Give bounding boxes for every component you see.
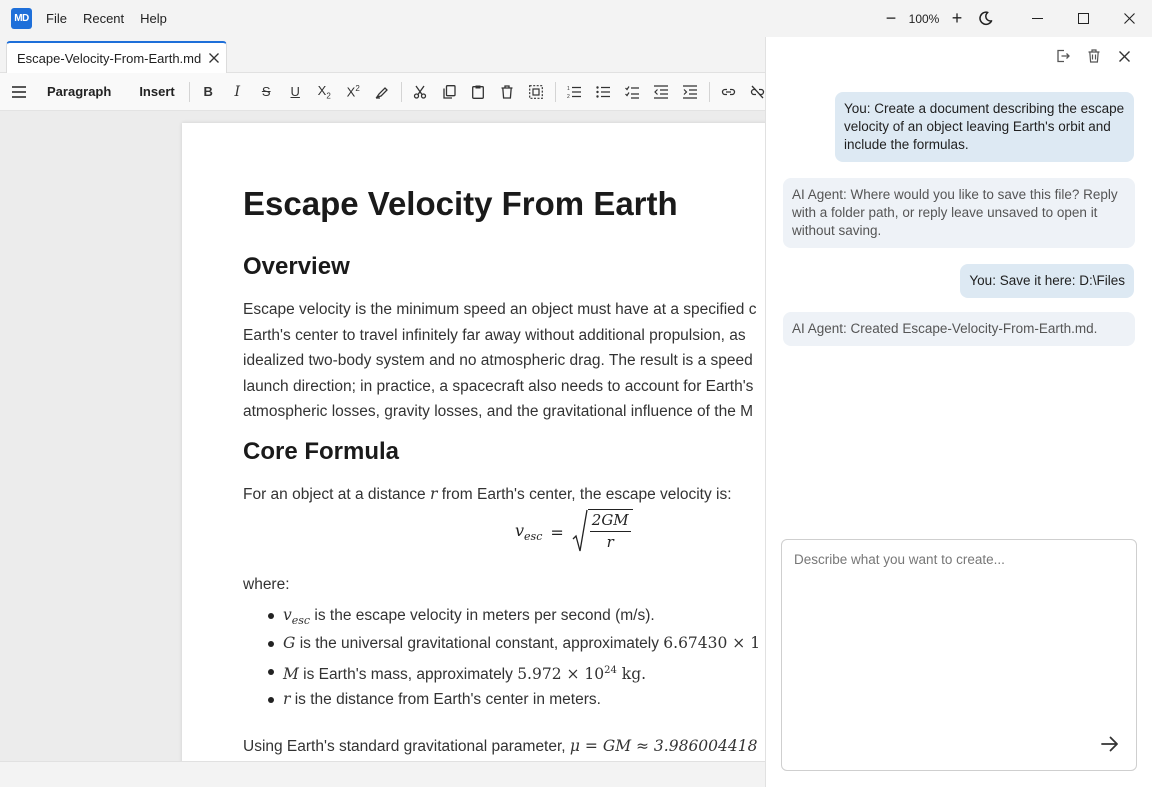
document-title: Escape Velocity From Earth: [243, 185, 678, 222]
checklist-icon: [625, 85, 639, 99]
indent-icon: [683, 85, 697, 99]
clear-chat-button[interactable]: [1078, 42, 1109, 70]
toolbar-menu-button[interactable]: [4, 78, 33, 106]
gravitational-parameter-line: Using Earth's standard gravitational parameter, μ = GM ≈ 3.986004418: [243, 737, 758, 755]
strikethrough-button[interactable]: [252, 78, 281, 106]
paragraph-line: Earth's center to travel infinitely far away without additional propulsion, as: [243, 327, 746, 344]
formula-denominator: r: [606, 533, 614, 551]
core-intro-post: from Earth's center, the escape velocity is:: [437, 486, 732, 503]
list-item: r is the distance from Earth's center in meters.: [243, 685, 760, 713]
tab-document[interactable]: [6, 41, 227, 73]
paragraph-line: atmospheric losses, gravity losses, and the gravitational influence of the M: [243, 403, 754, 420]
highlight-button[interactable]: [368, 78, 397, 106]
indent-button[interactable]: [676, 78, 705, 106]
tab-bar: [0, 37, 765, 73]
title-controls: [880, 0, 1152, 37]
close-icon: [1124, 13, 1135, 24]
subscript-icon: $X_2$: [317, 82, 331, 101]
menu-recent[interactable]: Recent: [82, 11, 125, 26]
bullet-list-icon: [596, 85, 610, 99]
formula-equals: =: [550, 522, 564, 542]
core-intro-pre: For an object at a distance: [243, 486, 430, 503]
formula-fraction: [588, 509, 633, 551]
bold-icon: B: [203, 84, 213, 99]
list-item: $v_{esc}$ is the escape velocity in meters per second (m/s).: [243, 601, 760, 629]
zoom-in-button[interactable]: +: [951, 8, 963, 28]
paragraph-dropdown[interactable]: Paragraph: [47, 84, 112, 99]
tab-label: Escape-Velocity-From-Earth.md: [17, 50, 202, 66]
copy-button[interactable]: [435, 78, 464, 106]
close-window-button[interactable]: [1106, 0, 1152, 37]
paragraph-line: launch direction; in practice, a spacecraft also needs to account for Earth's: [243, 378, 754, 395]
ordered-list-button[interactable]: [560, 78, 589, 106]
zoom-out-button[interactable]: −: [885, 8, 897, 28]
paragraph-line: Escape velocity is the minimum speed an object must have at a specified c: [243, 301, 757, 318]
svg-text:2: 2: [567, 93, 570, 100]
app-logo: MD: [11, 8, 32, 29]
list-item: G is the universal gravitational constant, approximately 6.67430 × 1: [243, 629, 760, 657]
math-var-r: r: [429, 485, 438, 503]
maximize-button[interactable]: [1060, 0, 1106, 37]
cut-button[interactable]: [406, 78, 435, 106]
dark-mode-toggle[interactable]: [974, 8, 996, 30]
sqrt-sign: [572, 509, 588, 555]
link-button[interactable]: [714, 78, 743, 106]
paragraph-line: idealized two-body system and no atmospheric drag. The result is a speed: [243, 352, 753, 369]
clipboard-icon: [472, 85, 484, 99]
formula-numerator: 2GM: [590, 510, 631, 532]
bold-button[interactable]: [194, 78, 223, 106]
chat-message-user: You: Save it here: D:\Files: [960, 264, 1134, 298]
document-page[interactable]: [182, 123, 802, 783]
superscript-button[interactable]: [339, 78, 368, 106]
arrow-right-icon: [1101, 736, 1119, 752]
hamburger-icon: [12, 86, 26, 98]
strikethrough-icon: S: [261, 84, 271, 99]
outdent-icon: [654, 85, 668, 99]
chat-message-user: You: Create a document describing the escape velocity of an object leaving Earth's orbit and include the formulas.: [835, 92, 1134, 162]
bullet-list-button[interactable]: [589, 78, 618, 106]
zoom-control: [880, 8, 996, 30]
close-icon: [1119, 51, 1130, 62]
core-intro: [243, 482, 732, 508]
ai-chat-panel: [765, 37, 1152, 787]
tab-close-button[interactable]: [209, 50, 219, 67]
paste-button[interactable]: [464, 78, 493, 106]
close-icon: [209, 53, 219, 63]
title-bar: [0, 0, 1152, 37]
highlighter-icon: [375, 85, 389, 99]
minimize-icon: [1032, 13, 1043, 24]
underline-icon: U: [290, 84, 300, 99]
select-all-icon: [529, 85, 543, 99]
select-all-button[interactable]: [522, 78, 551, 106]
underline-button[interactable]: [281, 78, 310, 106]
copy-icon: [443, 85, 456, 99]
toolbar-divider: [709, 82, 710, 102]
moon-icon: [978, 11, 993, 26]
italic-icon: I: [234, 83, 240, 100]
ordered-list-icon: [567, 85, 581, 99]
list-item: M is Earth's mass, approximately $5.972 \times 10^{24}$ kg.: [243, 657, 760, 685]
export-chat-button[interactable]: [1047, 42, 1078, 70]
chat-header: [766, 37, 1152, 75]
prompt-input[interactable]: [782, 540, 1136, 730]
send-button[interactable]: [1098, 732, 1122, 756]
trash-icon: [1088, 49, 1100, 63]
logout-icon: [1056, 49, 1070, 63]
editor-area[interactable]: [0, 111, 765, 761]
italic-button[interactable]: [223, 78, 252, 106]
menu-file[interactable]: File: [46, 11, 67, 26]
trash-icon: [501, 85, 513, 99]
scissors-icon: [413, 85, 427, 99]
delete-button[interactable]: [493, 78, 522, 106]
status-bar: [0, 761, 765, 787]
svg-text:1: 1: [567, 85, 570, 92]
formatting-toolbar: [0, 73, 765, 111]
superscript-icon: $X^2$: [346, 83, 360, 100]
heading-overview: Overview: [243, 253, 350, 280]
task-list-button[interactable]: [618, 78, 647, 106]
outdent-button[interactable]: [647, 78, 676, 106]
toolbar-divider: [555, 82, 556, 102]
menu-help[interactable]: Help: [140, 11, 167, 26]
heading-core-formula: Core Formula: [243, 438, 400, 465]
close-chat-button[interactable]: [1109, 42, 1140, 70]
zoom-level: 100%: [908, 11, 940, 26]
link-icon: [721, 85, 736, 99]
toolbar-divider: [189, 82, 190, 102]
subscript-button[interactable]: [310, 78, 339, 106]
where-label: where:: [243, 576, 290, 593]
chat-message-agent: AI Agent: Created Escape-Velocity-From-Earth.md.: [783, 312, 1135, 346]
variables-list: [243, 601, 760, 713]
toolbar-divider: [401, 82, 402, 102]
menu-bar: [38, 11, 175, 26]
escape-velocity-formula: [515, 509, 633, 555]
formula-lhs: $v_{esc}$: [515, 520, 543, 544]
maximize-icon: [1078, 13, 1089, 24]
minimize-button[interactable]: [1014, 0, 1060, 37]
insert-dropdown[interactable]: Insert: [139, 84, 175, 99]
unlink-icon: [750, 85, 765, 99]
chat-message-agent: AI Agent: Where would you like to save this file? Reply with a folder path, or reply leave unsaved to open it without saving.: [783, 178, 1135, 248]
chat-input-box: [781, 539, 1137, 771]
